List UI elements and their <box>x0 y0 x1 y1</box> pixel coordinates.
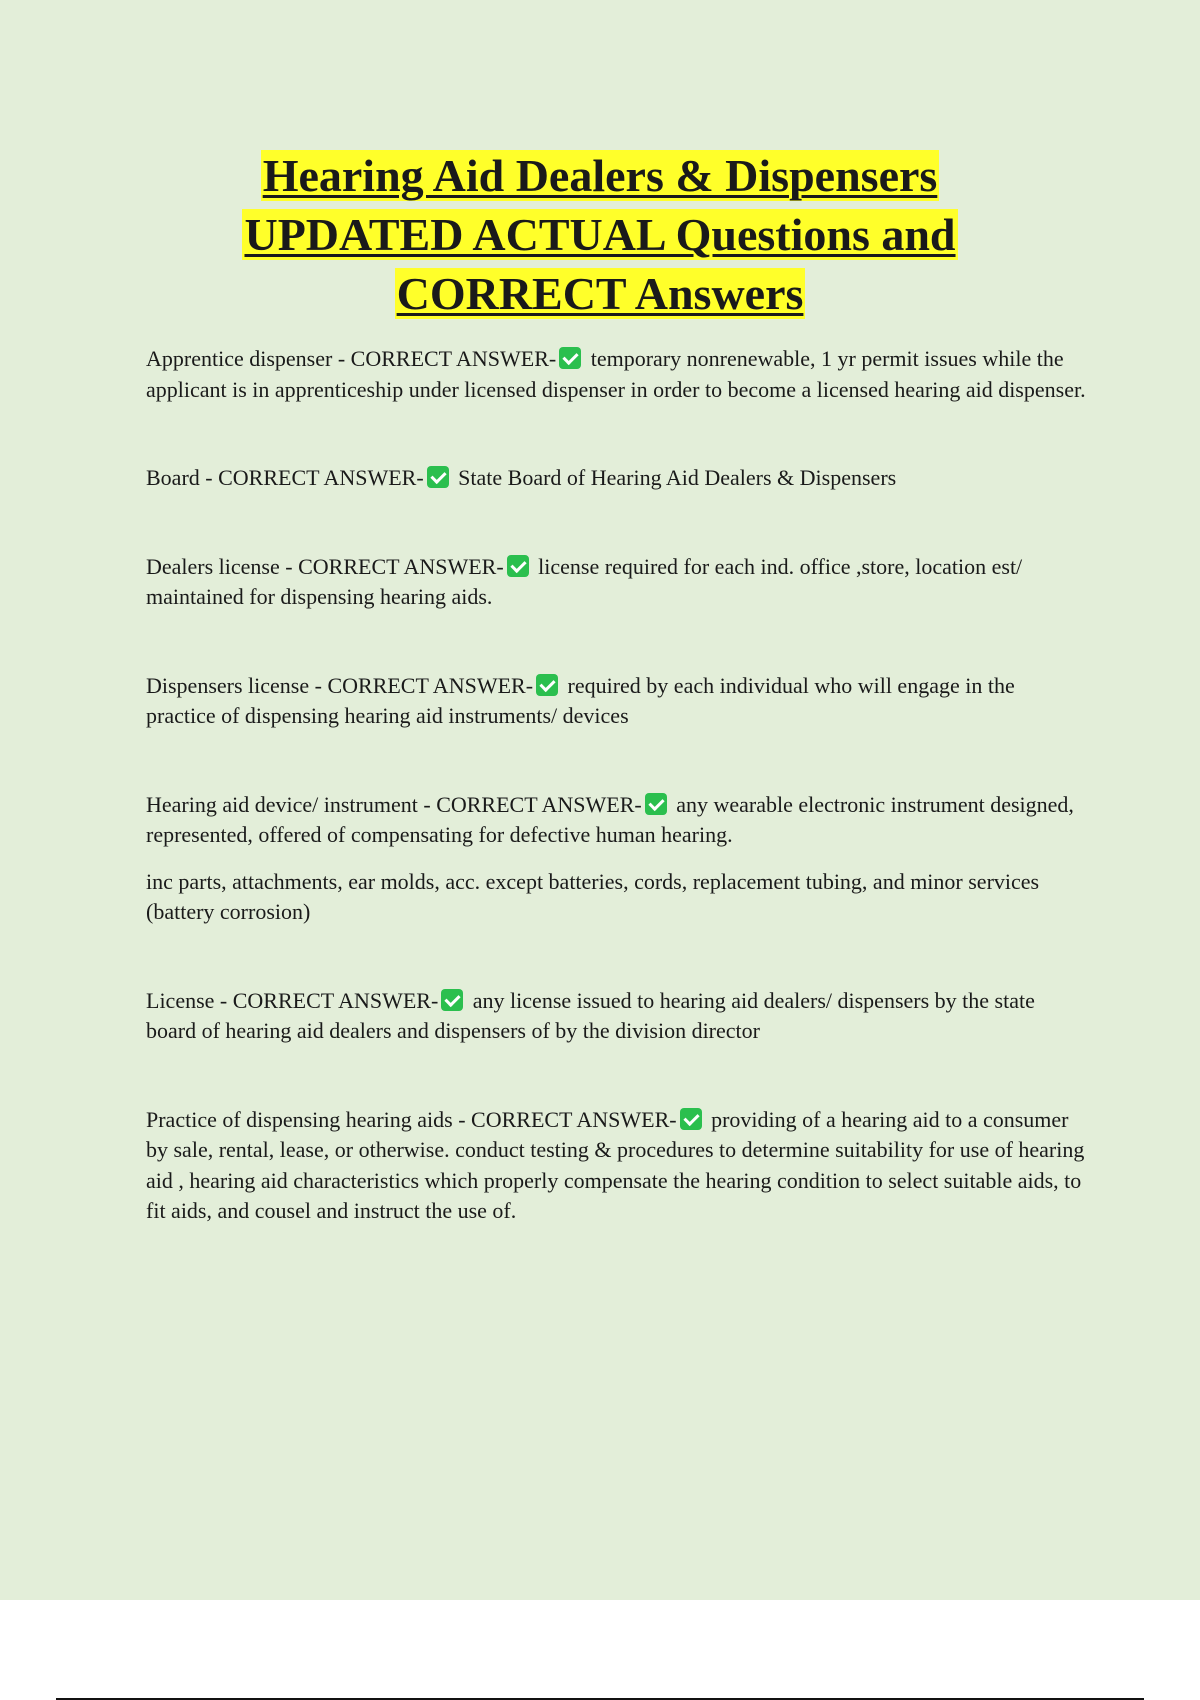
qa-answer-line: Practice of dispensing hearing aids - CORRECT ANSWER- providing of a hearing aid to a consumer by sale, rental, lease, or otherwise. conduct testing & procedures to determine suitability for use of hearing aid , hearing aid characteristics which properly compensate the hearing condition to select suitable aids, to fit aids, and cousel and instruct the use of. <box>146 1106 1085 1223</box>
qa-entry <box>146 1105 1086 1227</box>
qa-term: Hearing aid device/ instrument <box>146 791 418 817</box>
qa-answer-line: License - CORRECT ANSWER- any license issued to hearing aid dealers/ dispensers by the state board of hearing aid dealers and dispensers of by the division director <box>146 987 1035 1043</box>
qa-answer-text: inc parts, attachments, ear molds, acc. except batteries, cords, replacement tubing, and minor services (battery corrosion) <box>146 868 1040 924</box>
qa-term: Board <box>146 465 200 490</box>
qa-answer-text: license required for each ind. office ,store, location est/ maintained for dispensing hearing aids. <box>146 553 1023 609</box>
correct-answer-marker: CORRECT ANSWER- <box>298 553 504 579</box>
qa-answer-line: Hearing aid device/ instrument - CORRECT ANSWER- any wearable electronic instrument designed, represented, offered of compensating for defective human hearing. <box>146 791 1074 847</box>
qa-entry <box>146 986 1086 1047</box>
qa-answer-text: providing of a hearing aid to a consumer by sale, rental, lease, or otherwise. conduct testing & procedures to determine suitability for use of hearing aid , hearing aid characteristics which properly compensate the hearing condition to select suitable aids, to fit aids, and cousel and instruct the use of. <box>146 1106 1085 1223</box>
qa-term: Dealers license <box>146 553 280 579</box>
qa-answer-line: Board - CORRECT ANSWER- State Board of Hearing Aid Dealers & Dispensers <box>146 465 897 490</box>
check-mark-button-icon <box>645 793 667 815</box>
qa-answer-text: temporary nonrenewable, 1 yr permit issues while the applicant is in apprenticeship under licensed dispenser in order to become a licensed hearing aid dispenser. <box>146 346 1086 402</box>
qa-entry <box>146 552 1086 613</box>
title-line-3: CORRECT Answers <box>396 268 804 319</box>
check-mark-button-icon <box>427 466 449 488</box>
qa-list <box>146 344 1086 1227</box>
qa-entry <box>146 671 1086 732</box>
qa-answer-continuation <box>146 867 1086 928</box>
qa-term: Dispensers license <box>146 672 310 698</box>
qa-answer-line: Dealers license - CORRECT ANSWER- license required for each ind. office ,store, location est/ maintained for dispensing hearing aids. <box>146 553 1023 609</box>
qa-answer-line: Apprentice dispenser - CORRECT ANSWER- temporary nonrenewable, 1 yr permit issues while the applicant is in apprenticeship under licensed dispenser in order to become a licensed hearing aid dispenser. <box>146 346 1086 402</box>
qa-answer-text: any wearable electronic instrument designed, represented, offered of compensating for defective human hearing. <box>146 791 1074 847</box>
qa-answer-line: Dispensers license - CORRECT ANSWER- required by each individual who will engage in the practice of dispensing hearing aid instruments/ devices <box>146 672 1015 728</box>
correct-answer-marker: CORRECT ANSWER- <box>218 465 424 490</box>
qa-entry <box>146 790 1086 928</box>
qa-term: License <box>146 987 215 1013</box>
qa-entry <box>146 463 1086 494</box>
title-line-1: Hearing Aid Dealers & Dispensers <box>262 150 938 201</box>
check-mark-button-icon <box>536 674 558 696</box>
correct-answer-marker: CORRECT ANSWER- <box>232 987 439 1013</box>
qa-answer-text: any license issued to hearing aid dealers/ dispensers by the state board of hearing aid dealers and dispensers of by the division director <box>146 987 1035 1043</box>
correct-answer-marker: CORRECT ANSWER- <box>350 346 557 371</box>
title-line-2: UPDATED ACTUAL Questions and <box>244 209 956 260</box>
qa-term: Practice of dispensing hearing aids <box>146 1106 453 1132</box>
check-mark-button-icon <box>441 989 463 1011</box>
correct-answer-marker: CORRECT ANSWER- <box>436 791 642 817</box>
qa-term: Apprentice dispenser <box>146 346 333 371</box>
qa-answer-text: State Board of Hearing Aid Dealers & Dispensers <box>458 465 897 490</box>
qa-answer-text: required by each individual who will engage in the practice of dispensing hearing aid instruments/ devices <box>146 672 1015 728</box>
qa-entry <box>146 344 1086 405</box>
document-title <box>100 146 1100 323</box>
check-mark-button-icon <box>559 347 581 369</box>
correct-answer-marker: CORRECT ANSWER- <box>471 1106 677 1132</box>
correct-answer-marker: CORRECT ANSWER- <box>327 672 534 698</box>
check-mark-button-icon <box>680 1108 702 1130</box>
check-mark-button-icon <box>507 555 529 577</box>
